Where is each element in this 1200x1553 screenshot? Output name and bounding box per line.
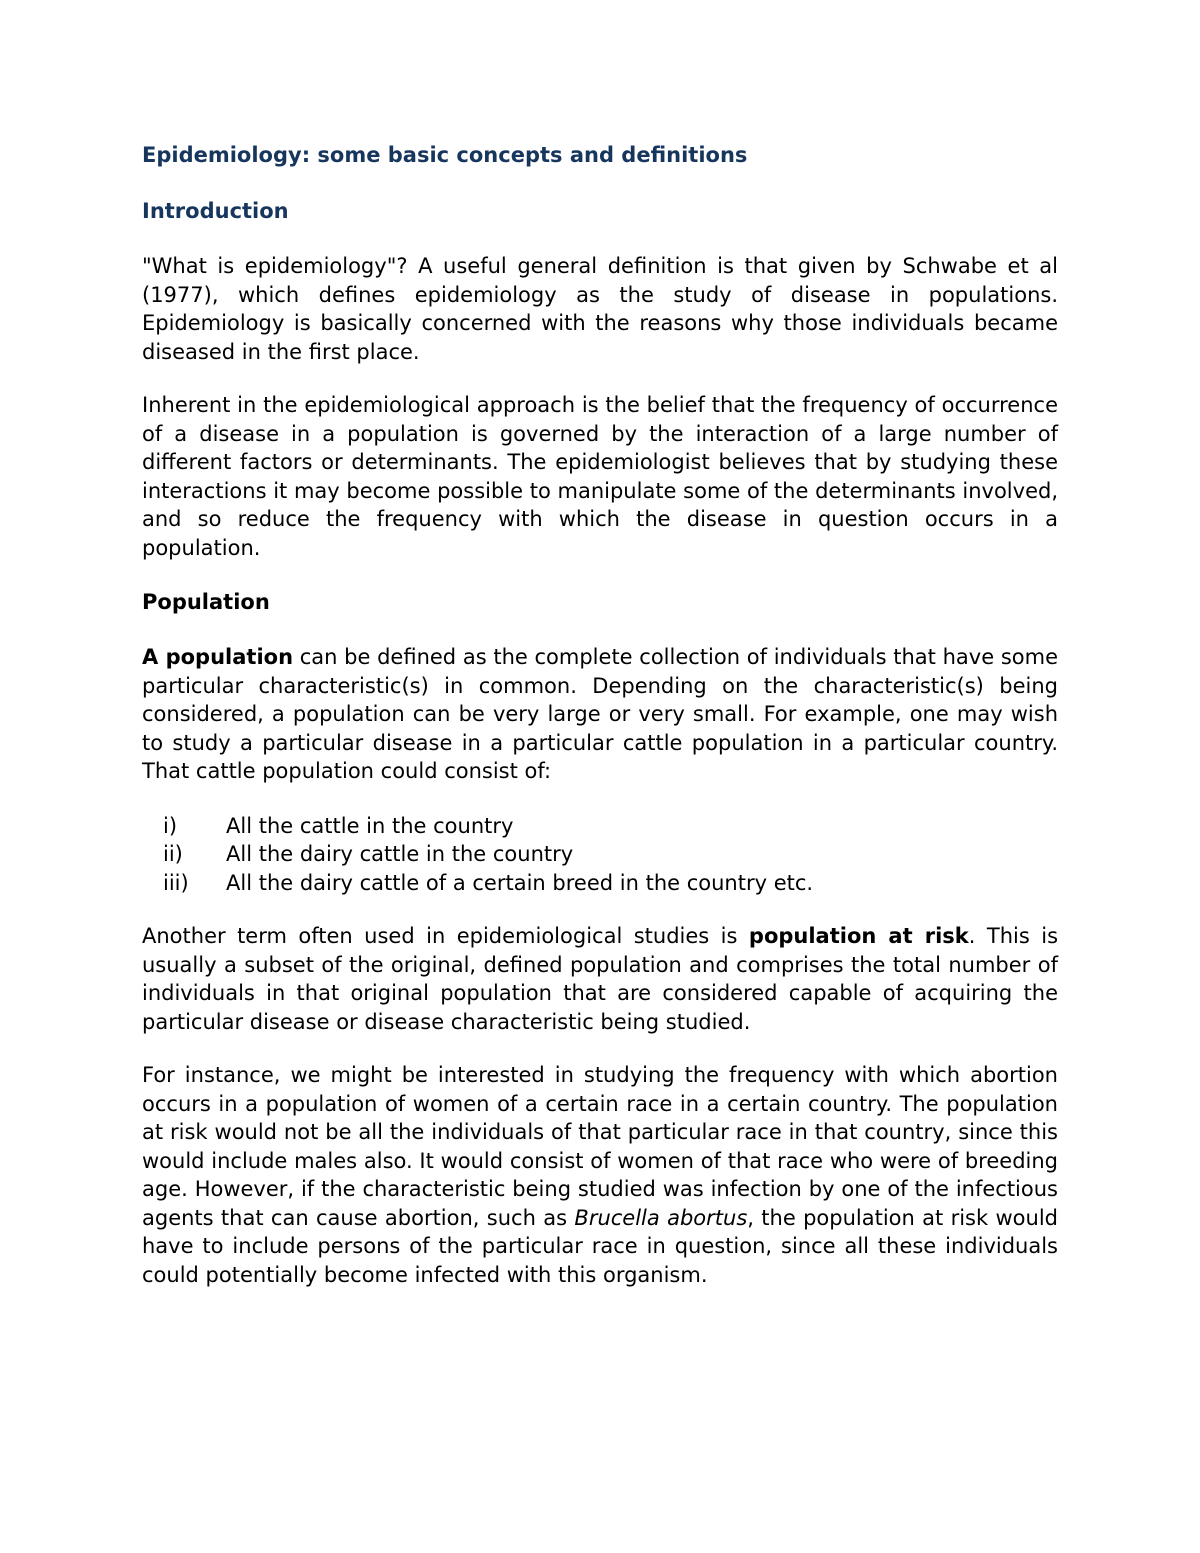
document-page [142,140,1058,1289]
list-item-number: iii) [163,870,189,895]
introduction-heading: Introduction [142,199,289,223]
list-item [142,812,1058,841]
list-item [142,840,1058,869]
list-item-text: All the dairy cattle of a certain breed in the country etc. [226,870,814,895]
population-definition: can be defined as the complete collection of individuals that have some particular characteristic(s) in common. Depending on the characteristic(s) being considered, a population can be very large or very small. For example, one may wish to study a particular disease in a particular cattle population in a particular country. That cattle population could consist of: [142,645,1058,783]
population-at-risk-intro: Another term often used in epidemiological studies is [142,924,749,948]
introduction-paragraph-1: "What is epidemiology"? A useful general definition is that given by Schwabe et al (1977), which defines epidemiology as the study of disease in populations. Epidemiology is basically concerned with the reasons why those individuals became diseased in the first place. [142,254,1058,364]
example-text-end: , the population at risk would have to include persons of the particular race in question, since all these individuals could potentially become infected with this organism. [142,1205,1058,1287]
population-at-risk-definition: . This is usually a subset of the original, defined population and comprises the total number of individuals in that original population that are considered capable of acquiring the particular disease or disease characteristic being studied. [142,924,1059,1034]
example-paragraph [142,1061,1058,1289]
document-title: Epidemiology: some basic concepts and definitions [142,143,748,167]
population-heading: Population [142,590,270,614]
population-at-risk-paragraph [142,922,1058,1036]
organism-name: Brucella abortus [574,1205,748,1230]
population-paragraph-1 [142,643,1058,786]
list-item [142,869,1058,898]
list-item-number: ii) [163,842,183,866]
list-item-number: i) [163,813,178,838]
list-item-text: All the cattle in the country [226,813,514,838]
population-at-risk-term: population at risk [748,924,969,948]
example-text-start: For instance, we might be interested in studying the frequency with which abortion occurs in a population of women of a certain race in a certain country. The population at risk would not be all the individuals of that particular race in that country, since this would include males also. It would consist of women of that race who were of breeding age. However, if the characteristic being studied was infection by one of the infectious agents that can cause abortion, such as [142,1063,1058,1230]
population-examples-list [142,812,1058,898]
introduction-paragraph-2: Inherent in the epidemiological approach is the belief that the frequency of occurrence of a disease in a population is governed by the interaction of a large number of different factors or determinants. The epidemiologist believes that by studying these interactions it may become possible to manipulate some of the determinants involved, and so reduce the frequency with which the disease in question occurs in a population. [142,393,1058,560]
list-item-text: All the dairy cattle in the country [226,842,574,866]
population-term: A population [142,645,294,669]
